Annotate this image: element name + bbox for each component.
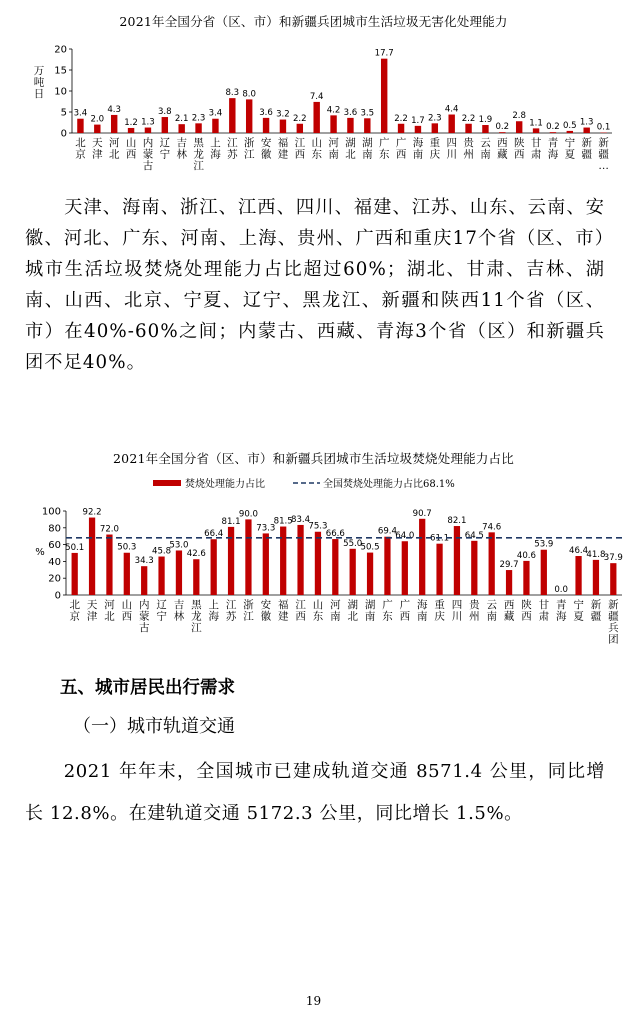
chart2-category-label: 黑龙江	[191, 599, 202, 634]
chart1-category-label: 北京	[75, 137, 86, 161]
paragraph-incineration: 天津、海南、浙江、江西、四川、福建、江苏、山东、云南、安徽、河北、广东、河南、上海、贵州、广西和重庆17个省（区、市）城市生活垃圾焚烧处理能力占比超过60%；湖北、甘肃、吉林、湖南、山西、北京、宁夏、辽宁、黑龙江、新疆和陕西11个省（区、市）在40%-60%之间；内蒙古、西藏、青海3个省（区）和新疆兵团不足40%。	[25, 197, 605, 373]
chart1-data-label: 2.2	[394, 113, 408, 124]
chart2-data-label: 81.5	[273, 516, 293, 527]
chart2-category-label: 江西	[295, 599, 306, 623]
chart2-category-label: 广东	[382, 599, 393, 623]
chart1-category-label: 云南	[480, 137, 491, 161]
chart2-bar	[454, 526, 460, 595]
chart2-category-label: 山西	[121, 599, 133, 623]
chart2-bar	[350, 549, 356, 595]
chart2-bar	[593, 560, 599, 595]
chart2-bar	[297, 525, 303, 595]
chart2-category-label: 河北	[104, 599, 115, 623]
chart2-data-label: 74.6	[482, 522, 502, 533]
chart2-data-label: 66.4	[204, 529, 224, 540]
chart1-y-tick-label: 15	[54, 65, 67, 77]
chart1-data-label: 3.8	[157, 107, 172, 118]
chart1-data-label: 2.8	[512, 111, 527, 122]
chart2-bar	[315, 532, 321, 595]
chart2-category-label: 北京	[69, 599, 80, 623]
chart2-y-tick-label: 0	[54, 590, 61, 602]
chart1-category-label: 山东	[311, 137, 322, 161]
chart2-category-label: 福建	[277, 599, 289, 623]
chart2-bar	[436, 544, 442, 595]
chart1-data-label: 2.1	[174, 114, 189, 125]
chart1-data-label: 17.7	[374, 48, 394, 59]
chart2-data-label: 53.0	[169, 540, 189, 551]
chart2-bar	[89, 518, 95, 595]
chart2-data-label: 72.0	[99, 524, 120, 535]
chart1-category-label: 河北	[108, 137, 120, 161]
chart2-y-tick-label: 60	[48, 540, 61, 552]
chart2-category-label: 贵州	[469, 599, 480, 623]
chart1-data-label: 2.3	[191, 113, 206, 124]
chart1-category-label: 上海	[210, 137, 221, 161]
chart1-y-tick-label: 5	[60, 107, 67, 119]
chart1-category-label: 福建	[277, 137, 289, 161]
chart1-data-label: 0.2	[546, 122, 560, 133]
chart1-category-label: 河南	[328, 137, 339, 161]
chart2-bar	[263, 533, 269, 595]
chart2-data-label: 37.9	[603, 553, 623, 564]
chart1-category-label: 浙江	[243, 137, 255, 161]
chart2-bar	[419, 519, 425, 595]
chart2-bar	[158, 557, 164, 595]
chart2-data-label: 83.4	[290, 514, 311, 525]
chart2-category-label: 西藏	[503, 599, 515, 623]
chart2-category-label: 新疆	[590, 599, 602, 623]
chart2-data-label: 73.3	[256, 523, 276, 534]
chart1-y-tick-label: 20	[54, 44, 67, 56]
chart1-data-label: 2.2	[292, 113, 307, 124]
chart1-category-label: 江苏	[227, 137, 238, 161]
chart2-data-label: 64.0	[395, 531, 415, 542]
chart2-category-label: 江苏	[225, 599, 237, 623]
chart1-category-label: 湖南	[362, 137, 373, 161]
chart1-data-label: 7.4	[309, 91, 324, 102]
chart1-category-label: 新疆…	[598, 137, 609, 172]
chart1-data-label: 4.4	[444, 104, 459, 115]
chart1-data-label: 3.6	[259, 107, 273, 118]
chart2-legend-line-label: 全国焚烧处理能力占比68.1%	[323, 479, 455, 490]
chart2-data-label: 66.6	[325, 529, 345, 540]
chart2-bar	[141, 566, 147, 595]
chart2-data-label: 41.8	[586, 549, 606, 560]
chart1-data-label: 3.4	[73, 108, 88, 119]
chart1-category-label: 湖北	[345, 137, 356, 161]
chart1-data-label: 0.5	[562, 120, 577, 131]
chart2-data-label: 55.0	[343, 538, 363, 549]
chart1-category-label: 四川	[446, 137, 457, 161]
chart2-category-label: 广西	[399, 599, 411, 623]
chart1-category-label: 新疆	[581, 137, 592, 161]
chart2-data-label: 45.8	[151, 546, 172, 557]
chart2-bar	[245, 519, 251, 595]
chart2-bar	[193, 559, 199, 595]
chart1-data-label: 3.6	[343, 107, 358, 118]
chart2-category-label: 宁夏	[573, 599, 584, 623]
chart2-category-label: 湖南	[364, 599, 376, 623]
chart1-category-label: 甘肃	[530, 137, 542, 161]
chart2-bar	[610, 563, 616, 595]
chart1-category-label: 天津	[92, 137, 103, 161]
chart2-category-label: 天津	[86, 599, 98, 623]
chart2-bar	[332, 539, 338, 595]
chart1-category-label: 青海	[547, 137, 559, 161]
chart2-data-label: 69.4	[377, 526, 398, 537]
chart2-category-label: 海南	[416, 599, 428, 623]
chart1-data-label: 8.0	[242, 89, 257, 100]
chart2-bar	[575, 556, 581, 595]
chart1-y-tick-label: 0	[60, 128, 67, 140]
chart2-data-label: 81.1	[221, 516, 241, 527]
chart2-bar	[506, 570, 512, 595]
chart1-data-label: 3.2	[276, 109, 290, 120]
chart2-data-label: 92.2	[82, 507, 102, 518]
chart2-data-label: 64.5	[464, 530, 484, 541]
chart2-data-label: 29.7	[499, 560, 519, 571]
chart2-data-label: 50.1	[65, 542, 85, 553]
chart1-data-label: 0.2	[495, 122, 510, 133]
chart1-category-label: 广西	[395, 137, 407, 161]
chart2-category-label: 新疆兵团	[608, 599, 619, 646]
chart1-data-label: 1.3	[141, 117, 155, 128]
chart1-category-label: 贵州	[463, 137, 474, 161]
chart2-bar	[176, 550, 182, 595]
chart1-data-label: 2.2	[461, 113, 476, 124]
chart1-category-label: 内蒙古	[142, 137, 154, 172]
chart2-category-label: 山东	[312, 599, 324, 623]
chart2-ylabel: %	[35, 547, 45, 558]
paragraph-rail-transit: 2021 年年末，全国城市已建成轨道交通 8571.4 公里，同比增长 12.8%。在建轨道交通 5172.3 公里，同比增长 1.5%。	[25, 761, 605, 824]
chart1-data-label: 2.3	[427, 113, 442, 124]
chart2-bar	[402, 541, 408, 595]
chart2-y-tick-label: 40	[48, 556, 61, 568]
chart1-data-label: 1.1	[529, 118, 543, 129]
chart2-category-label: 青海	[555, 599, 567, 623]
chart1-category-label: 陕西	[513, 137, 525, 161]
chart1-title: 2021年全国分省（区、市）和新疆兵团城市生活垃圾无害化处理能力	[119, 14, 508, 29]
chart2-data-label: 50.5	[360, 542, 380, 553]
subheading: （一）城市轨道交通	[73, 716, 235, 737]
chart2-bar	[211, 539, 217, 595]
chart2-category-label: 重庆	[434, 599, 445, 623]
chart2-bar	[72, 553, 78, 595]
chart2-category-label: 河南	[330, 599, 341, 623]
chart2-category-label: 四川	[451, 599, 463, 623]
chart2-bar	[384, 537, 390, 595]
chart1-category-label: 山西	[125, 137, 137, 161]
chart2-category-label: 吉林	[173, 599, 185, 623]
chart2-category-label: 安徽	[260, 599, 272, 623]
chart2-category-label: 内蒙古	[138, 599, 150, 634]
chart2-data-label: 82.1	[447, 516, 467, 527]
chart1-data-label: 1.3	[579, 117, 594, 128]
chart2-bar	[280, 527, 286, 595]
chart2-category-label: 云南	[486, 599, 497, 623]
chart1-data-label: 1.7	[411, 115, 425, 126]
chart2-bar	[106, 535, 112, 595]
chart1-category-label: 江西	[294, 137, 306, 161]
chart2-category-label: 上海	[208, 599, 219, 623]
chart2-bar	[541, 550, 547, 595]
chart1-data-label: 2.0	[90, 114, 105, 125]
chart2-category-label: 甘肃	[538, 599, 550, 623]
chart1-category-label: 广东	[378, 137, 390, 161]
chart1-data-label: 1.2	[124, 117, 138, 128]
chart2-data-label: 61.1	[429, 533, 450, 544]
chart2-y-tick-label: 80	[48, 523, 61, 535]
chart2-bar	[523, 561, 529, 595]
chart1-category-label: 黑龙江	[193, 137, 204, 172]
chart2-bar	[367, 553, 373, 595]
chart2-data-label: 53.9	[534, 539, 554, 550]
chart2-data-label: 0.0	[554, 585, 569, 595]
chart1-y-tick-label: 10	[54, 86, 67, 98]
chart2-y-tick-label: 20	[48, 573, 61, 585]
chart2-data-label: 42.6	[186, 549, 206, 560]
chart1-category-label: 吉林	[176, 137, 187, 161]
chart1-data-label: 3.5	[360, 108, 375, 119]
chart1-ylabel: 万吨日	[33, 65, 45, 100]
chart1-category-label: 宁夏	[564, 137, 576, 161]
chart1-category-label: 辽宁	[159, 137, 171, 161]
chart1-category-label: 海南	[412, 137, 424, 161]
section-heading: 五、城市居民出行需求	[60, 678, 235, 698]
chart2-y-tick-label: 100	[41, 506, 61, 518]
chart2-category-label: 湖北	[347, 599, 358, 623]
chart2-bar	[124, 553, 130, 595]
chart2-legend-bar-swatch	[153, 480, 181, 486]
chart2-category-label: 浙江	[243, 599, 254, 623]
chart1-category-label: 西藏	[497, 137, 508, 161]
page-number: 19	[305, 994, 322, 1008]
chart2-data-label: 75.3	[308, 521, 328, 532]
chart2-title: 2021年全国分省（区、市）和新疆兵团城市生活垃圾焚烧处理能力占比	[113, 451, 514, 466]
chart2-bar	[489, 532, 495, 595]
chart1-data-label: 4.2	[326, 105, 341, 116]
chart1-data-label: 8.3	[225, 88, 240, 99]
chart2-data-label: 46.4	[568, 546, 589, 557]
chart2-data-label: 40.6	[516, 550, 537, 561]
chart2-legend-bar-label: 焚烧处理能力占比	[185, 479, 265, 490]
chart2-data-label: 34.3	[134, 556, 154, 567]
chart2-category-label: 陕西	[521, 599, 532, 623]
chart2-category-label: 辽宁	[156, 599, 167, 623]
chart2-data-label: 50.3	[117, 542, 137, 553]
chart1-category-label: 重庆	[429, 137, 441, 161]
chart1-category-label: 安徽	[260, 137, 272, 161]
chart1-data-label: 1.9	[478, 115, 493, 126]
chart1-data-label: 3.4	[208, 108, 223, 119]
chart1-data-label: 0.1	[596, 122, 611, 133]
chart2-data-label: 90.7	[412, 508, 432, 519]
chart2-bar	[471, 541, 477, 595]
chart1-data-label: 4.3	[107, 104, 122, 115]
chart2-data-label: 90.0	[238, 509, 259, 520]
